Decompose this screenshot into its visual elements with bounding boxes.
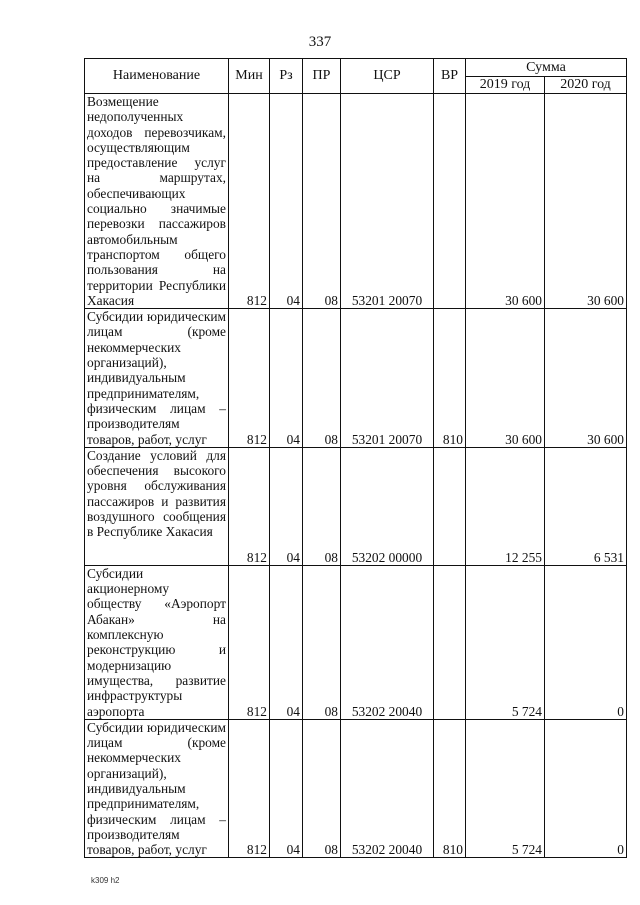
header-name: Наименование xyxy=(85,59,229,94)
row-sum-2019: 5 724 xyxy=(466,719,545,858)
row-rz: 04 xyxy=(270,565,303,719)
row-rz: 04 xyxy=(270,447,303,565)
row-name: Субсидии юридическим лицам (кроме некоммерческих организаций), индивидуальным предпринимателям, физическим лицам – производителям товаров, работ, услуг xyxy=(85,309,229,448)
row-sum-2020: 6 531 xyxy=(545,447,627,565)
row-vr xyxy=(434,447,466,565)
row-pr: 08 xyxy=(303,719,341,858)
row-csr: 53202 20040 xyxy=(341,719,434,858)
row-sum-2020: 0 xyxy=(545,719,627,858)
header-year-2019: 2019 год xyxy=(466,77,545,94)
footer-code: k309 h2 xyxy=(91,876,120,885)
page-number: 337 xyxy=(308,34,332,50)
table-row xyxy=(85,309,627,448)
row-pr: 08 xyxy=(303,565,341,719)
table-row xyxy=(85,94,627,309)
row-rz: 04 xyxy=(270,309,303,448)
row-sum-2020: 0 xyxy=(545,565,627,719)
row-sum-2019: 30 600 xyxy=(466,309,545,448)
header-sum: Сумма xyxy=(466,59,627,77)
header-min: Мин xyxy=(229,59,270,94)
row-name: Субсидии юридическим лицам (кроме некоммерческих организаций), индивидуальным предпринимателям, физическим лицам – производителям товаров, работ, услуг xyxy=(85,719,229,858)
row-sum-2020: 30 600 xyxy=(545,309,627,448)
budget-table xyxy=(84,58,627,858)
row-min: 812 xyxy=(229,565,270,719)
row-min: 812 xyxy=(229,94,270,309)
row-min: 812 xyxy=(229,447,270,565)
row-csr: 53202 00000 xyxy=(341,447,434,565)
header-year-2020: 2020 год xyxy=(545,77,627,94)
row-sum-2019: 5 724 xyxy=(466,565,545,719)
header-vr: ВР xyxy=(434,59,466,94)
row-pr: 08 xyxy=(303,447,341,565)
row-csr: 53201 20070 xyxy=(341,94,434,309)
row-rz: 04 xyxy=(270,719,303,858)
row-csr: 53202 20040 xyxy=(341,565,434,719)
row-min: 812 xyxy=(229,309,270,448)
row-sum-2019: 12 255 xyxy=(466,447,545,565)
row-vr: 810 xyxy=(434,309,466,448)
row-vr: 810 xyxy=(434,719,466,858)
table-row xyxy=(85,719,627,858)
row-name: Субсидии акционерному обществу «Аэропорт Абакан» на комплексную реконструкцию и модернизацию имущества, развитие инфраструктуры аэропорта xyxy=(85,565,229,719)
row-rz: 04 xyxy=(270,94,303,309)
table-row xyxy=(85,447,627,565)
row-pr: 08 xyxy=(303,94,341,309)
row-name: Возмещение недополученных доходов перевозчикам, осуществляющим предоставление услуг на маршрутах, обеспечивающих социально значимые перевозки пассажиров автомобильным транспортом общего пользования на территории Республики Хакасия xyxy=(85,94,229,309)
row-pr: 08 xyxy=(303,309,341,448)
row-vr xyxy=(434,565,466,719)
header-pr: ПР xyxy=(303,59,341,94)
row-min: 812 xyxy=(229,719,270,858)
row-sum-2020: 30 600 xyxy=(545,94,627,309)
row-sum-2019: 30 600 xyxy=(466,94,545,309)
header-rz: Рз xyxy=(270,59,303,94)
row-csr: 53201 20070 xyxy=(341,309,434,448)
header-csr: ЦСР xyxy=(341,59,434,94)
row-vr xyxy=(434,94,466,309)
row-name: Создание условий для обеспечения высокого уровня обслуживания пассажиров и развития воздушного сообщения в Республике Хакасия xyxy=(85,447,229,565)
table-row xyxy=(85,565,627,719)
